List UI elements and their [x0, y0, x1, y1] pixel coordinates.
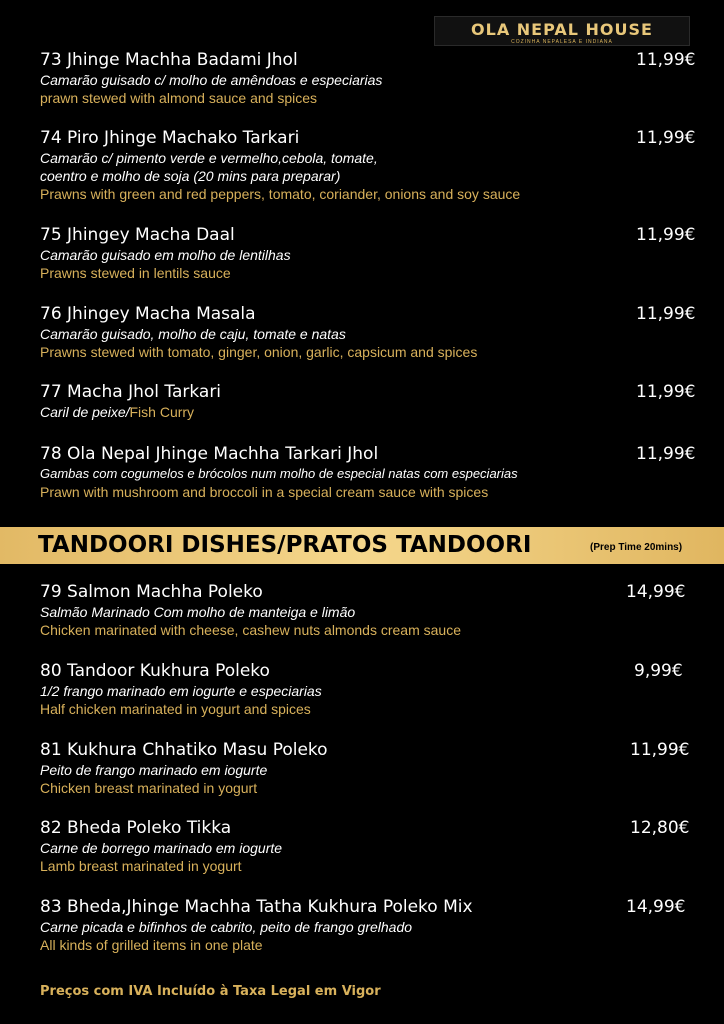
item-price: 11,99€ [636, 225, 696, 245]
item-name: 79 Salmon Machha Poleko [40, 582, 263, 602]
item-name: 73 Jhinge Machha Badami Jhol [40, 50, 298, 70]
item-description-pt: Carne picada e bifinhos de cabrito, peito de frango grelhado [40, 919, 413, 935]
item-description-en: Prawns with green and red peppers, tomato, coriander, onions and soy sauce [40, 186, 521, 202]
item-description [40, 403, 700, 422]
item-description-en: All kinds of grilled items in one plate [40, 937, 263, 953]
item-description-pt: Caril de peixe/ [40, 404, 130, 420]
logo [434, 16, 690, 46]
item-description-en: Prawn with mushroom and broccoli in a special cream sauce with spices [40, 484, 489, 500]
item-price: 11,99€ [636, 444, 696, 464]
item-description-en: Half chicken marinated in yogurt and spices [40, 701, 311, 717]
menu-item-74 [40, 128, 700, 203]
menu-item-81 [40, 740, 700, 797]
item-description-pt: Carne de borrego marinado em iogurte [40, 840, 283, 856]
item-name: 77 Macha Jhol Tarkari [40, 382, 222, 402]
tax-note: Preços com IVA Incluído à Taxa Legal em Vigor [40, 984, 381, 999]
item-description-en: Prawns stewed with tomato, ginger, onion, garlic, capsicum and spices [40, 344, 478, 360]
item-description-pt: 1/2 frango marinado em iogurte e especiarias [40, 683, 322, 699]
item-name: 81 Kukhura Chhatiko Masu Poleko [40, 740, 328, 760]
item-price: 11,99€ [630, 740, 690, 760]
item-description-pt: Camarão guisado, molho de caju, tomate e natas [40, 326, 346, 342]
menu-item-75 [40, 225, 700, 282]
item-price: 9,99€ [634, 661, 683, 681]
menu-item-78 [40, 444, 700, 501]
item-description-pt: Camarão guisado c/ molho de amêndoas e especiarias [40, 72, 383, 88]
item-price: 11,99€ [636, 128, 696, 148]
item-description-en: Lamb breast marinated in yogurt [40, 858, 242, 874]
menu-item-77 [40, 382, 700, 422]
item-description-pt: Camarão guisado em molho de lentilhas [40, 247, 291, 263]
item-price: 14,99€ [626, 582, 686, 602]
item-name: 75 Jhingey Macha Daal [40, 225, 235, 245]
item-description-en: prawn stewed with almond sauce and spices [40, 90, 318, 106]
item-description-pt: Salmão Marinado Com molho de manteiga e limão [40, 604, 356, 620]
item-name: 76 Jhingey Macha Masala [40, 304, 256, 324]
menu-item-76 [40, 304, 700, 361]
section-title: TANDOORI DISHES/PRATOS TANDOORI [38, 532, 532, 558]
section-banner [0, 527, 724, 564]
item-description-pt: Camarão c/ pimento verde e vermelho,cebola, tomate, [40, 150, 378, 166]
menu-item-73 [40, 50, 700, 107]
item-description-pt: Gambas com cogumelos e brócolos num molho de especial natas com especiarias [40, 466, 518, 481]
logo-title: OLA NEPAL HOUSE [471, 20, 653, 39]
item-description-pt-line2: coentro e molho de soja (20 mins para preparar) [40, 168, 341, 184]
menu-item-79 [40, 582, 700, 639]
menu-item-80 [40, 661, 700, 718]
item-name: 78 Ola Nepal Jhinge Machha Tarkari Jhol [40, 444, 379, 464]
item-description-en: Prawns stewed in lentils sauce [40, 265, 231, 281]
item-name: 80 Tandoor Kukhura Poleko [40, 661, 270, 681]
item-price: 12,80€ [630, 818, 690, 838]
item-price: 11,99€ [636, 50, 696, 70]
item-description-en: Fish Curry [129, 404, 195, 420]
item-description-en: Chicken marinated with cheese, cashew nuts almonds cream sauce [40, 622, 461, 638]
menu-item-83 [40, 897, 700, 954]
item-name: 82 Bheda Poleko Tikka [40, 818, 232, 838]
menu-item-82 [40, 818, 700, 875]
item-description-pt: Peito de frango marinado em iogurte [40, 762, 268, 778]
item-name: 83 Bheda,Jhinge Machha Tatha Kukhura Poleko Mix [40, 897, 473, 917]
item-name: 74 Piro Jhinge Machako Tarkari [40, 128, 300, 148]
prep-time-note: (Prep Time 20mins) [590, 542, 683, 553]
item-price: 11,99€ [636, 304, 696, 324]
item-description-en: Chicken breast marinated in yogurt [40, 780, 258, 796]
logo-subtitle: COZINHA NEPALESA E INDIANA [511, 39, 613, 45]
item-price: 11,99€ [636, 382, 696, 402]
item-price: 14,99€ [626, 897, 686, 917]
